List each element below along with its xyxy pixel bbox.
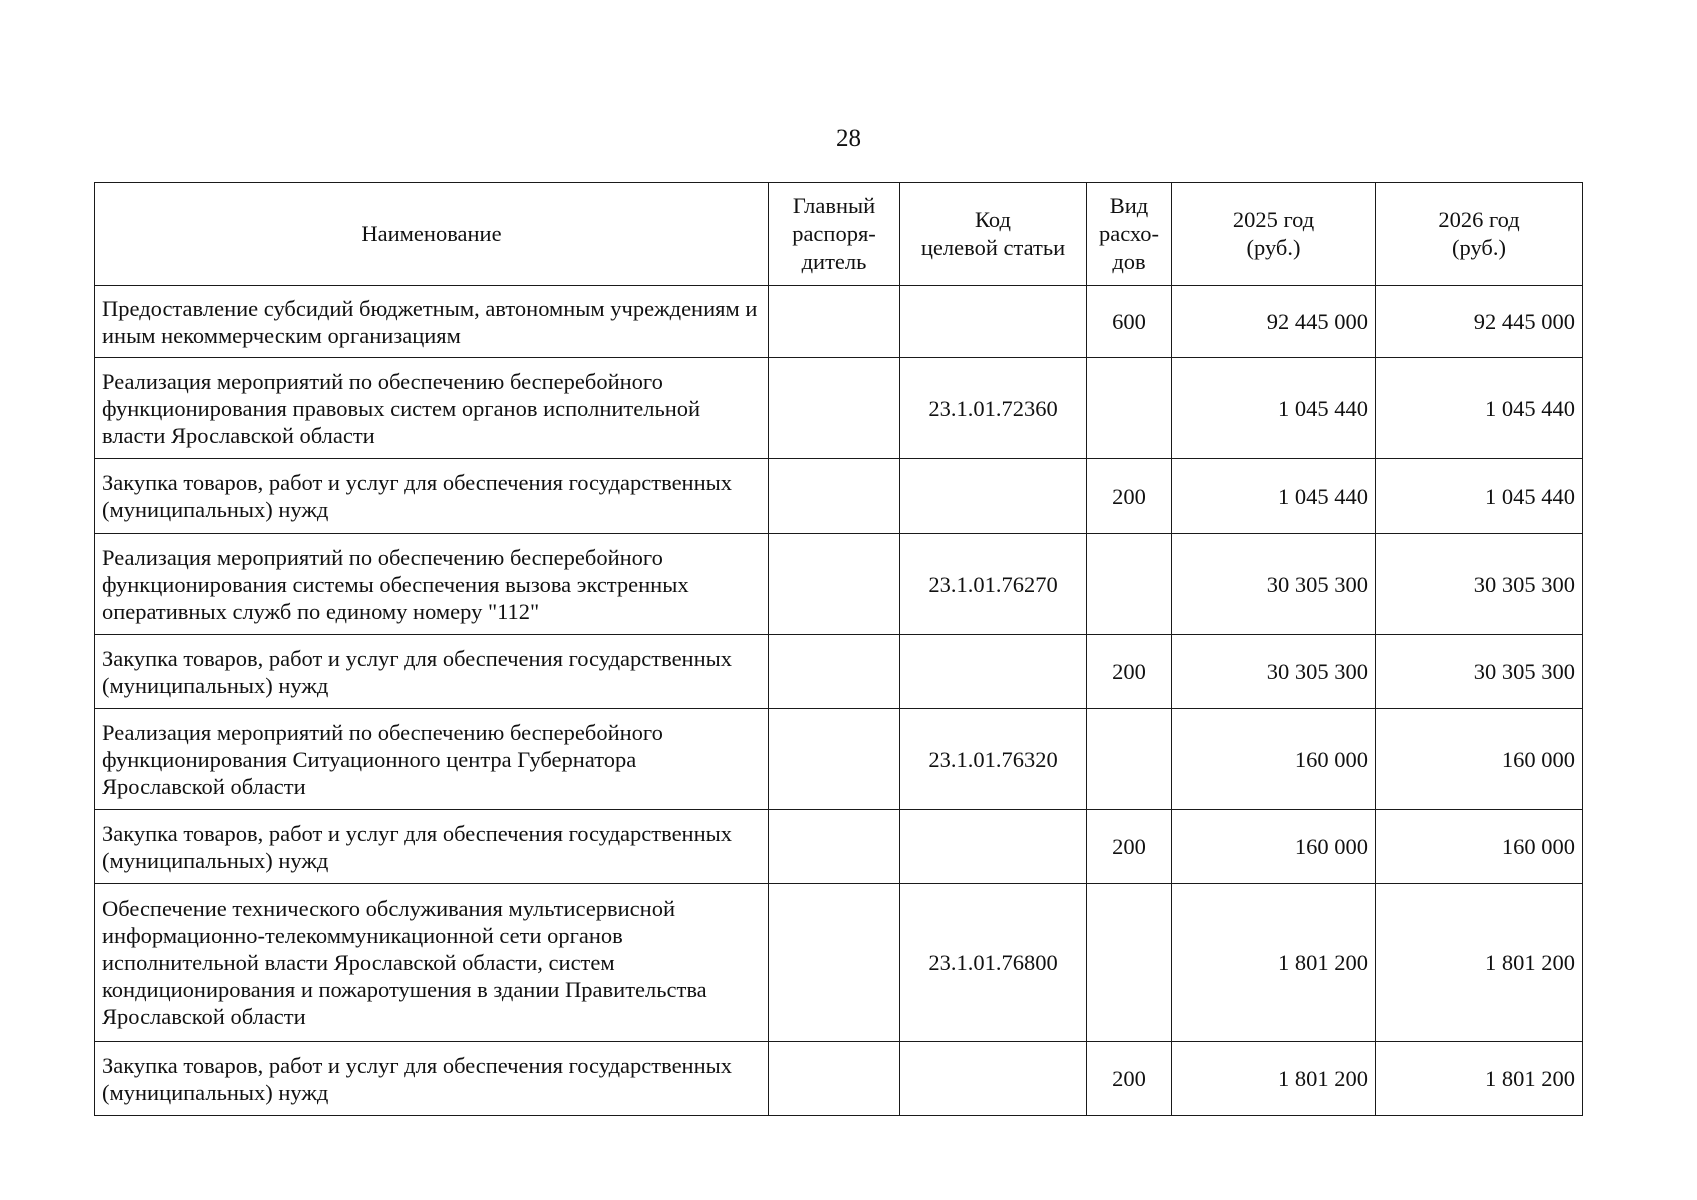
cell-code	[900, 286, 1087, 358]
cell-name: Реализация мероприятий по обеспечению бесперебойного функционирования правовых систем органов исполнительной власти Ярославской области	[95, 358, 769, 459]
cell-name: Предоставление субсидий бюджетным, автономным учреждениям и иным некоммерческим организациям	[95, 286, 769, 358]
cell-2025: 160 000	[1172, 709, 1376, 810]
table-row	[95, 286, 1583, 358]
cell-name: Реализация мероприятий по обеспечению бесперебойного функционирования Ситуационного центра Губернатора Ярославской области	[95, 709, 769, 810]
table-row	[95, 884, 1583, 1042]
table-row	[95, 534, 1583, 635]
cell-type	[1087, 884, 1172, 1042]
cell-2026: 30 305 300	[1376, 534, 1583, 635]
cell-2025: 1 801 200	[1172, 1042, 1376, 1116]
cell-name: Закупка товаров, работ и услуг для обеспечения государственных (муниципальных) нужд	[95, 1042, 769, 1116]
header-code: Код целевой статьи	[900, 183, 1087, 286]
cell-2026: 1 045 440	[1376, 459, 1583, 534]
cell-manager	[769, 1042, 900, 1116]
header-manager: Главный распоря- дитель	[769, 183, 900, 286]
cell-name: Закупка товаров, работ и услуг для обеспечения государственных (муниципальных) нужд	[95, 810, 769, 884]
cell-manager	[769, 534, 900, 635]
cell-2026: 1 045 440	[1376, 358, 1583, 459]
page-number: 28	[836, 125, 861, 152]
cell-2026: 160 000	[1376, 709, 1583, 810]
cell-2025: 30 305 300	[1172, 534, 1376, 635]
cell-2026: 92 445 000	[1376, 286, 1583, 358]
cell-manager	[769, 635, 900, 709]
cell-2025: 160 000	[1172, 810, 1376, 884]
cell-type: 200	[1087, 459, 1172, 534]
cell-manager	[769, 358, 900, 459]
cell-2025: 1 045 440	[1172, 358, 1376, 459]
cell-code: 23.1.01.76320	[900, 709, 1087, 810]
cell-2026: 160 000	[1376, 810, 1583, 884]
cell-type	[1087, 358, 1172, 459]
cell-code: 23.1.01.76270	[900, 534, 1087, 635]
cell-code: 23.1.01.76800	[900, 884, 1087, 1042]
header-2025: 2025 год (руб.)	[1172, 183, 1376, 286]
table-row	[95, 1042, 1583, 1116]
cell-type: 600	[1087, 286, 1172, 358]
table-row	[95, 635, 1583, 709]
cell-code: 23.1.01.72360	[900, 358, 1087, 459]
header-2026: 2026 год (руб.)	[1376, 183, 1583, 286]
cell-type	[1087, 709, 1172, 810]
cell-2025: 1 045 440	[1172, 459, 1376, 534]
table-row	[95, 358, 1583, 459]
cell-2026: 1 801 200	[1376, 1042, 1583, 1116]
cell-type: 200	[1087, 1042, 1172, 1116]
cell-2026: 30 305 300	[1376, 635, 1583, 709]
table-row	[95, 709, 1583, 810]
cell-manager	[769, 459, 900, 534]
cell-code	[900, 459, 1087, 534]
cell-name: Закупка товаров, работ и услуг для обеспечения государственных (муниципальных) нужд	[95, 459, 769, 534]
cell-code	[900, 635, 1087, 709]
cell-2025: 92 445 000	[1172, 286, 1376, 358]
cell-name: Закупка товаров, работ и услуг для обеспечения государственных (муниципальных) нужд	[95, 635, 769, 709]
cell-name: Реализация мероприятий по обеспечению бесперебойного функционирования системы обеспечения вызова экстренных оперативных служб по единому номеру "112"	[95, 534, 769, 635]
header-name: Наименование	[95, 183, 769, 286]
header-type: Вид расхо- дов	[1087, 183, 1172, 286]
cell-type: 200	[1087, 635, 1172, 709]
table-row	[95, 459, 1583, 534]
cell-manager	[769, 810, 900, 884]
cell-2025: 1 801 200	[1172, 884, 1376, 1042]
cell-manager	[769, 709, 900, 810]
cell-code	[900, 1042, 1087, 1116]
cell-2026: 1 801 200	[1376, 884, 1583, 1042]
budget-table	[94, 182, 1583, 1116]
table-row	[95, 810, 1583, 884]
cell-manager	[769, 884, 900, 1042]
cell-2025: 30 305 300	[1172, 635, 1376, 709]
table-header-row	[95, 183, 1583, 286]
cell-name: Обеспечение технического обслуживания мультисервисной информационно-телекоммуникационной сети органов исполнительной власти Ярославской области, систем кондиционирования и пожаротушения в здании Правительства Ярославской области	[95, 884, 769, 1042]
cell-type: 200	[1087, 810, 1172, 884]
cell-type	[1087, 534, 1172, 635]
cell-manager	[769, 286, 900, 358]
cell-code	[900, 810, 1087, 884]
